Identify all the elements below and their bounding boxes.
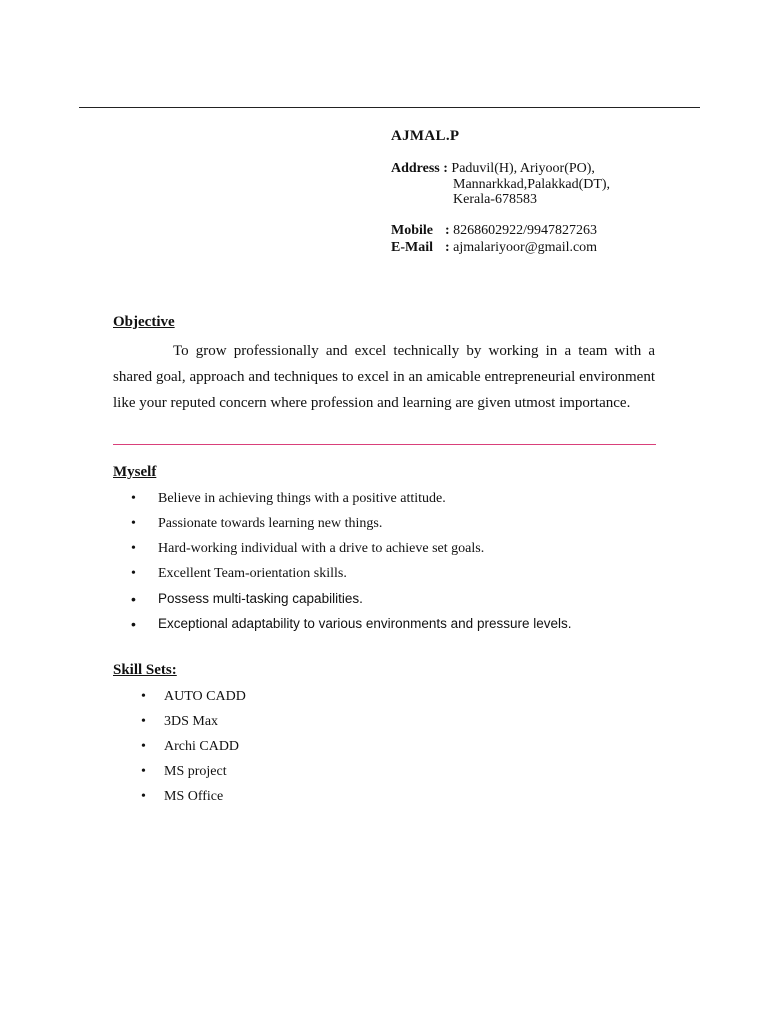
list-item: • MS Office: [141, 786, 246, 811]
list-item: • Excellent Team-orientation skills.: [131, 563, 571, 588]
section-divider: [113, 444, 656, 445]
objective-heading: Objective: [113, 314, 175, 330]
objective-text: [113, 338, 655, 416]
email-label: E-Mail: [391, 240, 433, 255]
email-value: ajmalariyoor@gmail.com: [453, 240, 598, 255]
address-line-2: Mannarkkad,Palakkad(DT),: [453, 176, 611, 192]
list-item: • Archi CADD: [141, 736, 246, 761]
list-item: • MS project: [141, 761, 246, 786]
top-divider: [79, 107, 700, 108]
list-item: • 3DS Max: [141, 711, 246, 736]
mobile-value: 8268602922/9947827263: [453, 223, 598, 238]
skills-list: [141, 686, 246, 811]
address-line-1: Paduvil(H), Ariyoor(PO),: [451, 161, 595, 176]
mobile-separator: :: [445, 223, 450, 238]
myself-heading: Myself: [113, 464, 157, 480]
list-item: • AUTO CADD: [141, 686, 246, 711]
address-line-3: Kerala-678583: [453, 192, 537, 207]
list-item: • Hard-working individual with a drive to achieve set goals.: [131, 538, 571, 563]
mobile-row: [391, 223, 597, 239]
list-item: • Exceptional adaptability to various environments and pressure levels.: [131, 613, 571, 638]
address-block: [391, 161, 610, 208]
email-row: [391, 240, 597, 256]
email-separator: :: [445, 240, 450, 255]
objective-paragraph: To grow professionally and excel technically by working in a team with a shared goal, approach and techniques to excel in an amicable entrepreneurial environment like your reputed concern where profession and learning are given utmost importance.: [113, 343, 655, 411]
myself-list: [131, 488, 571, 638]
skills-heading: Skill Sets:: [113, 662, 177, 678]
list-item: • Passionate towards learning new things.: [131, 513, 571, 538]
address-label: Address :: [391, 161, 448, 176]
candidate-name: AJMAL.P: [391, 128, 460, 144]
list-item: • Possess multi-tasking capabilities.: [131, 588, 571, 613]
list-item: • Believe in achieving things with a positive attitude.: [131, 488, 571, 513]
mobile-label: Mobile: [391, 223, 433, 238]
